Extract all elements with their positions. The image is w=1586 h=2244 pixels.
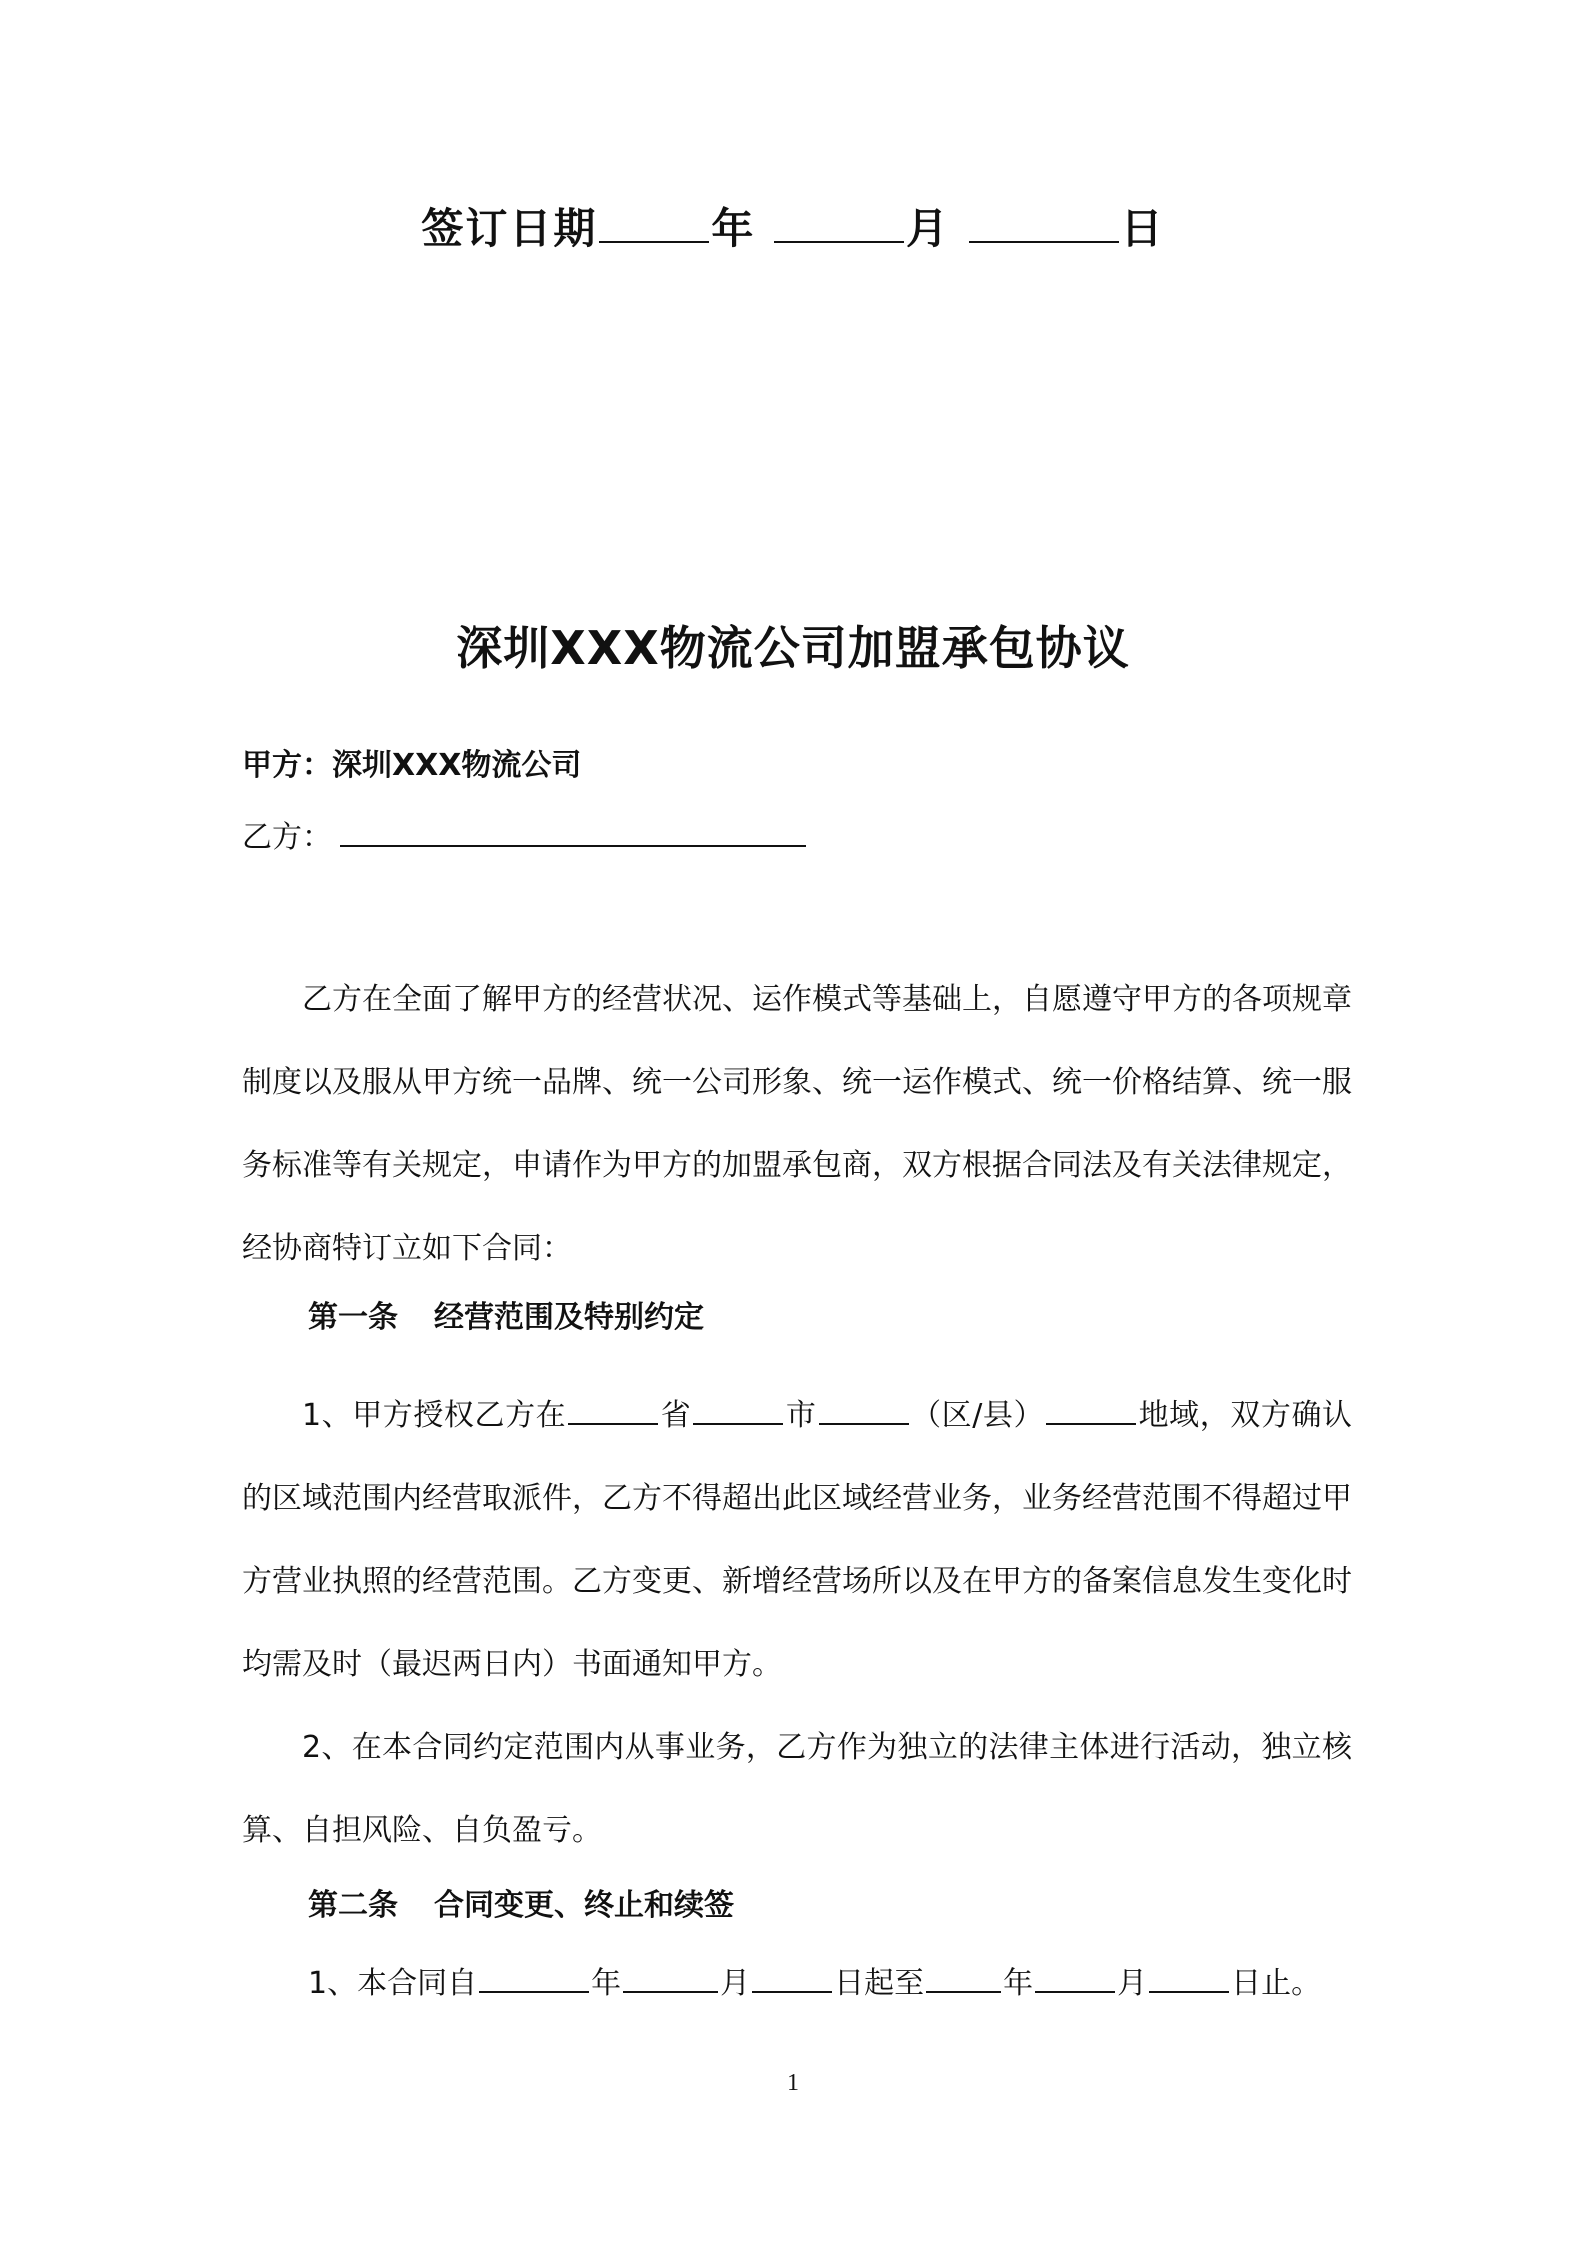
city-blank [693,1393,783,1425]
start-year-blank [479,1961,589,1993]
month-blank [774,199,904,243]
region-blank [1046,1393,1136,1425]
party-b [242,812,808,856]
month-label: 月 [906,204,951,253]
start-year-label: 年 [591,1966,622,2001]
year-label: 年 [711,204,756,253]
district-blank [819,1393,909,1425]
intro-paragraph-block [242,958,1352,1290]
start-month-blank [623,1961,718,1993]
start-day-label: 日起至 [834,1966,925,2001]
section2-number: 第二条 [308,1888,398,1923]
sign-date-line [0,196,1586,256]
page-number: 1 [787,2070,799,2096]
party-a: 甲方：深圳XXX物流公司 [242,748,582,783]
section2-heading [308,1880,734,1924]
province-blank [568,1393,658,1425]
end-year-blank [926,1961,1001,1993]
province-label: 省 [660,1398,692,1433]
section1-item1 [242,1374,1352,1706]
sign-date-label: 签订日期 [421,204,598,253]
end-day-label: 日止。 [1231,1966,1322,2001]
district-label: （区/县） [910,1398,1045,1433]
section1-number: 第一条 [308,1300,398,1335]
section1-item1-prefix: 1、甲方授权乙方在 [302,1398,567,1433]
document-title: 深圳XXX物流公司加盟承包协议 [456,621,1130,675]
start-day-blank [752,1961,832,1993]
party-b-blank [340,815,806,847]
start-month-label: 月 [720,1966,751,2001]
day-label: 日 [1120,204,1165,253]
section1-item1-rest: 地域，双方确认的区域范围内经营取派件，乙方不得超出此区域经营业务，业务经营范围不得超过甲方营业执照的经营范围。乙方变更、新增经营场所以及在甲方的备案信息发生变化时均需及时（最迟两日内）书面通知甲方。 [242,1398,1353,1682]
end-day-blank [1149,1961,1229,1993]
section1-title: 经营范围及特别约定 [434,1300,704,1335]
section2-title: 合同变更、终止和续签 [434,1888,734,1923]
end-month-blank [1035,1961,1115,1993]
section1-body [242,1374,1352,1872]
end-year-label: 年 [1003,1966,1034,2001]
party-b-label: 乙方： [242,820,332,855]
section2-item1-prefix: 1、本合同自 [308,1966,478,2001]
section2-item1 [308,1958,1321,2002]
day-blank [969,199,1119,243]
year-blank [599,199,709,243]
city-label: 市 [785,1398,817,1433]
section1-heading [308,1292,704,1336]
section1-item2: 2、在本合同约定范围内从事业务，乙方作为独立的法律主体进行活动，独立核算、自担风险、自负盈亏。 [242,1730,1352,1848]
intro-paragraph: 乙方在全面了解甲方的经营状况、运作模式等基础上，自愿遵守甲方的各项规章制度以及服从甲方统一品牌、统一公司形象、统一运作模式、统一价格结算、统一服务标准等有关规定，申请作为甲方的加盟承包商，双方根据合同法及有关法律规定，经协商特订立如下合同： [242,982,1352,1266]
end-month-label: 月 [1117,1966,1148,2001]
